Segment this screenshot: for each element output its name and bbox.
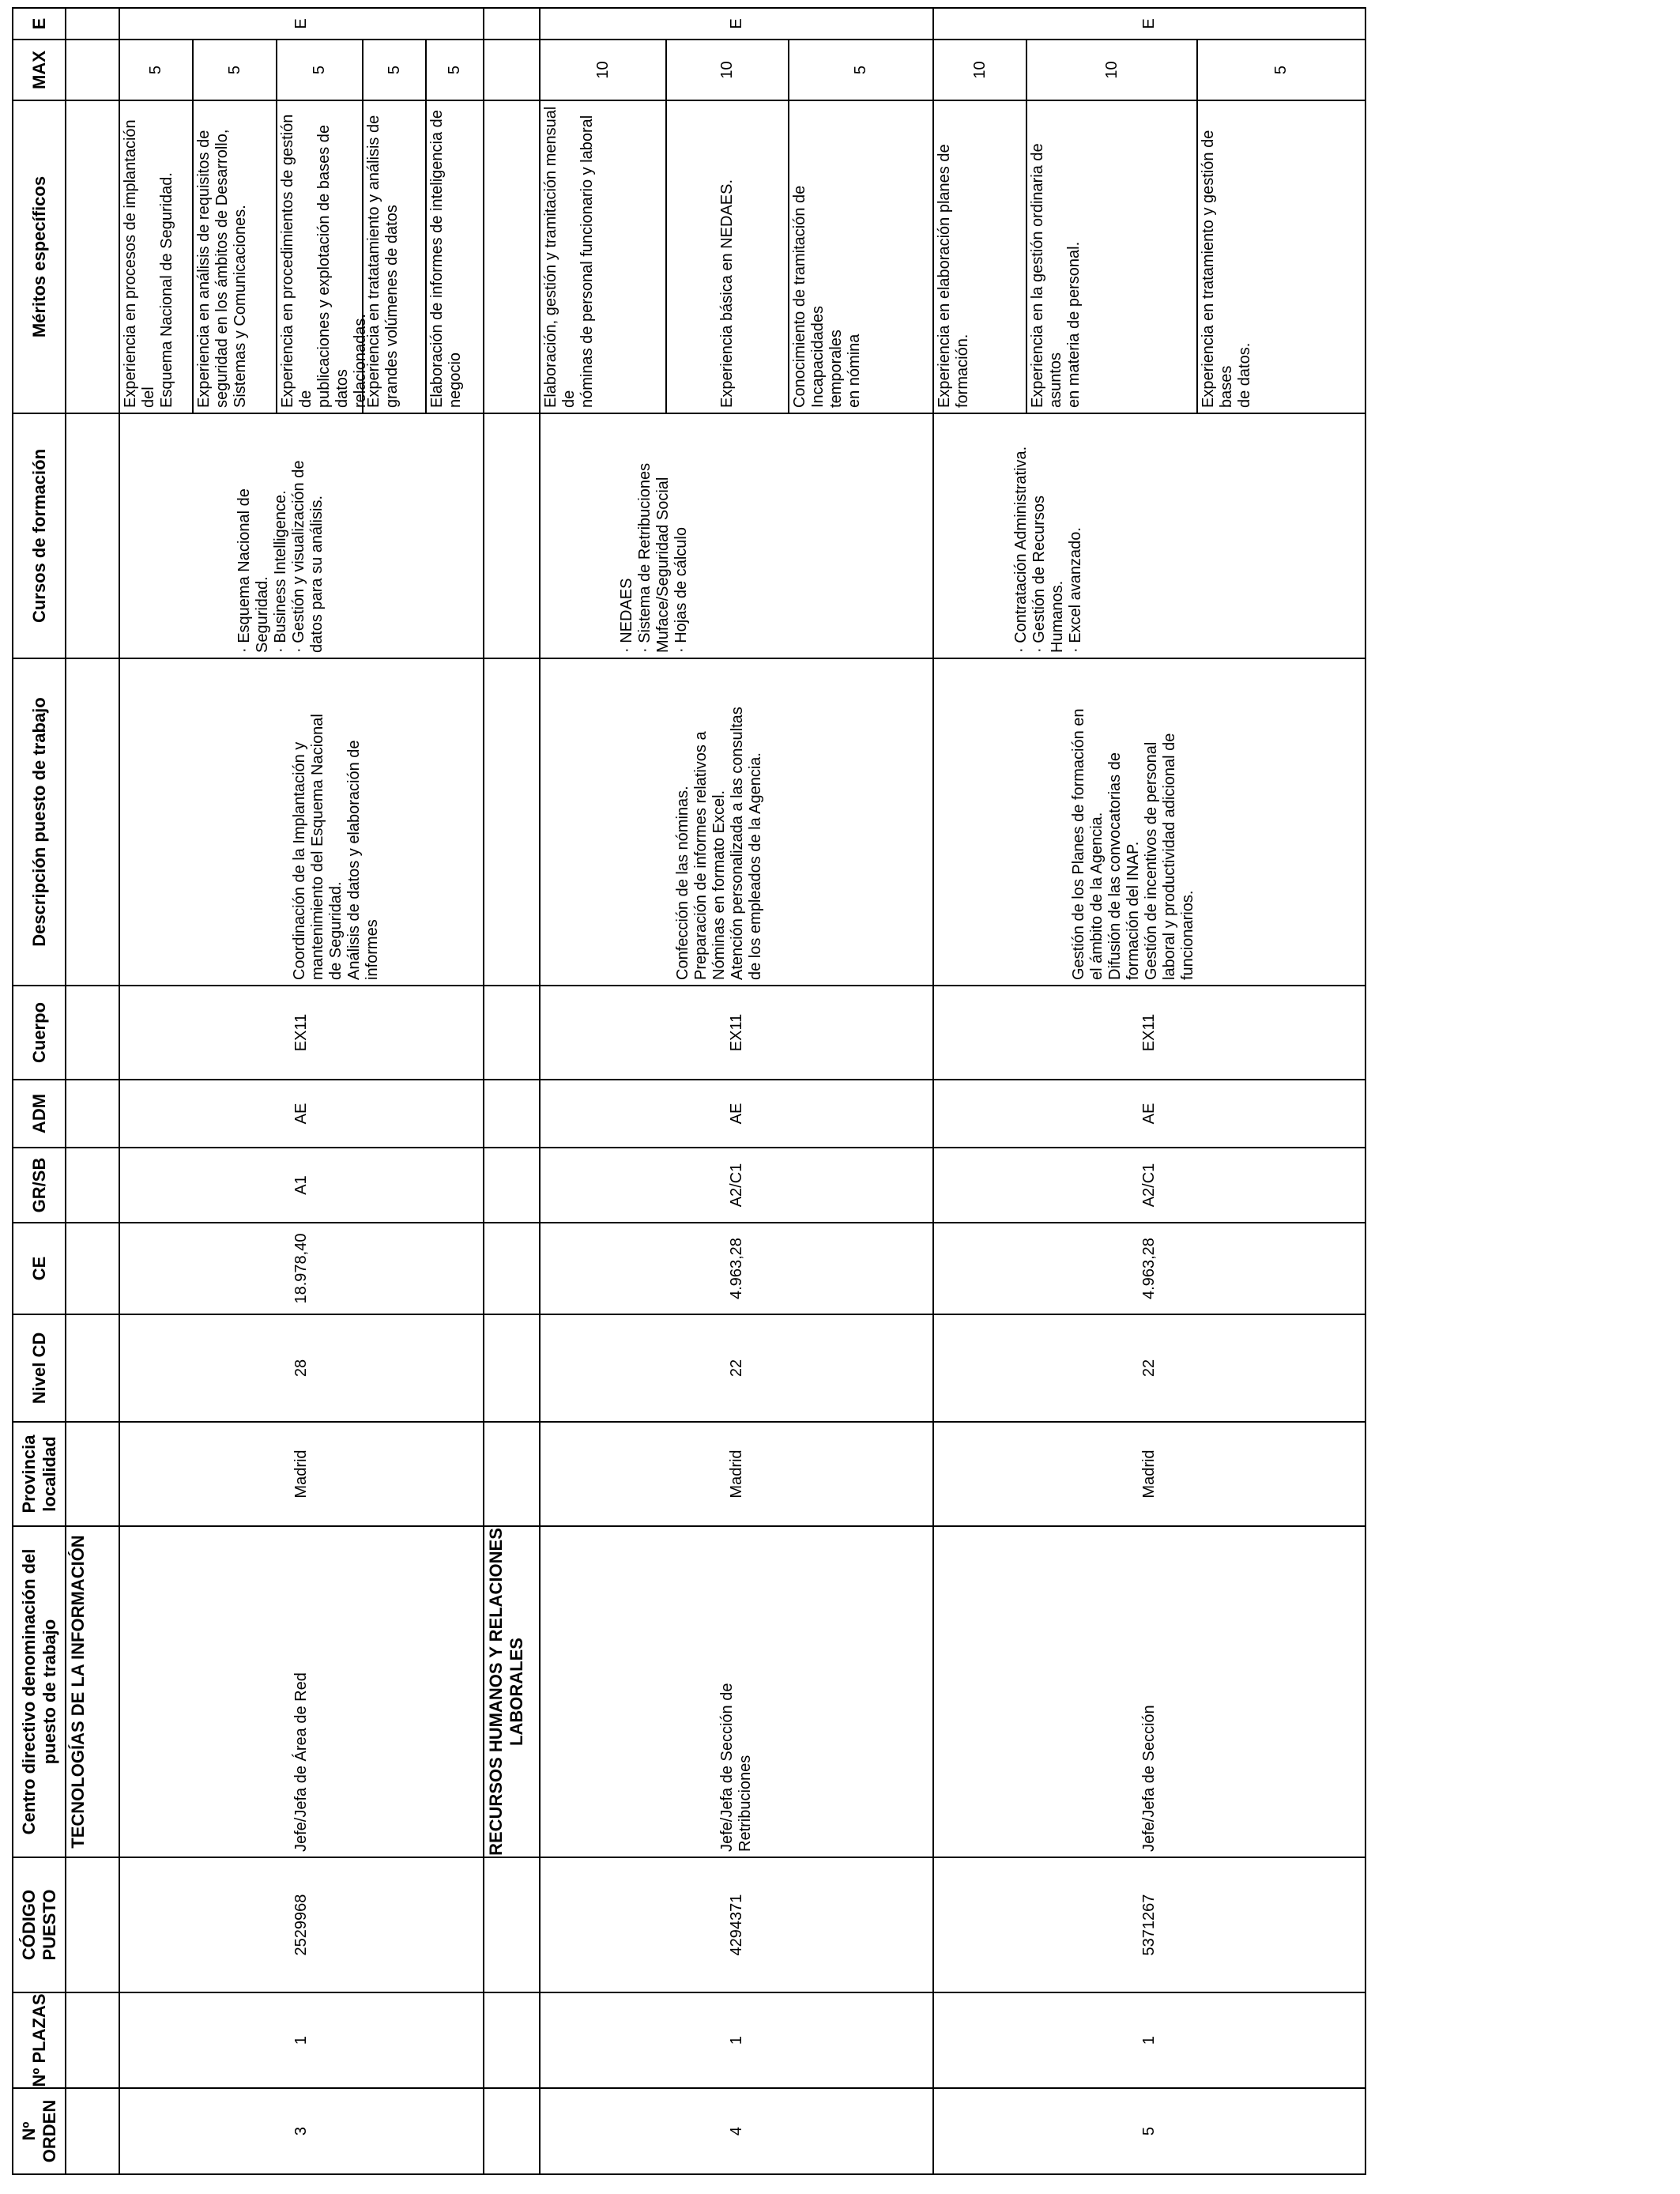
row-orden: 3 [119,2087,484,2175]
header-cuerpo: Cuerpo [12,985,66,1080]
merito-item: Experiencia en procedimientos de gestión de publicaciones y explotación de bases de datos relacionadas. [276,100,363,414]
row-codigo: 2529968 [119,1857,484,1993]
row-cursos: · Esquema Nacional de Seguridad. · Business Intelligence. · Gestión y visualización de datos para su análisis. [119,413,484,659]
row-nivel: 22 [539,1314,934,1423]
merito-max: 5 [119,39,194,101]
row-descripcion: Coordinación de la Implantación y mantenimiento del Esquema Nacional de Seguridad. Análisis de datos y elaboración de informes [119,658,484,986]
merito-item: Experiencia en elaboración planes de formación. [932,100,1027,414]
header-grsb: GR/SB [12,1147,66,1223]
section-title-tecnologias: TECNOLOGÍAS DE LA INFORMACIÓN [65,1525,120,1858]
blank-cell [65,985,120,1080]
row-adm: AE [932,1079,1366,1148]
header-provincia: Provincia localidad [12,1421,66,1527]
row-plazas: 1 [932,1992,1366,2089]
blank-cell [65,2087,120,2175]
blank-cell [65,1079,120,1148]
section-title-recursos-humanos: RECURSOS HUMANOS Y RELACIONES LABORALES [483,1525,541,1858]
blank-cell [65,39,120,101]
row-plazas: 1 [119,1992,484,2089]
blank-cell [483,1314,541,1423]
merito-item: Experiencia en la gestión ordinaria de asuntos en materia de personal. [1026,100,1198,414]
merito-item: Experiencia en análisis de requisitos de seguridad en los ámbitos de Desarrollo, Sistemas y Comunicaciones. [192,100,277,414]
merito-max: 5 [1196,39,1366,101]
row-codigo: 5371267 [932,1857,1366,1993]
merito-item: Elaboración de informes de inteligencia de negocio [425,100,484,414]
row-nivel: 28 [119,1314,484,1423]
blank-cell [65,100,120,414]
merito-max: 10 [665,39,789,101]
header-ce: CE [12,1222,66,1315]
row-cursos: · NEDAES · Sistema de Retribuciones Muface/Seguridad Social · Hojas de cálculo [539,413,934,659]
header-meritos: Méritos específicos [12,100,66,414]
blank-cell [65,1222,120,1315]
row-grsb: A1 [119,1147,484,1223]
merito-item: Experiencia en procesos de implantación del Esquema Nacional de Seguridad. [119,100,194,414]
blank-cell [483,985,541,1080]
row-codigo: 4294371 [539,1857,934,1993]
merito-max: 5 [362,39,427,101]
header-plazas: Nº PLAZAS [12,1992,66,2089]
row-puesto: Jefe/Jefa de Sección de Retribuciones [539,1525,934,1858]
blank-cell [65,1147,120,1223]
row-puesto: Jefe/Jefa de Sección [932,1525,1366,1858]
row-descripcion: Gestión de los Planes de formación en el ámbito de la Agencia. Difusión de las convocatorias de formación del INAP. Gestión de incentivos de personal laboral y productividad adicional de funcionarios. [932,658,1366,986]
merito-item: Experiencia básica en NEDAES. [665,100,789,414]
header-orden: Nº ORDEN [12,2087,66,2175]
blank-cell [65,413,120,659]
header-adm: ADM [12,1079,66,1148]
blank-cell [483,100,541,414]
merito-item: Experiencia en tratamiento y gestión de bases de datos. [1196,100,1366,414]
blank-cell [483,1857,541,1993]
row-grsb: A2/C1 [539,1147,934,1223]
blank-cell [483,2087,541,2175]
row-ce: 4.963,28 [539,1222,934,1315]
blank-cell [483,1992,541,2089]
blank-cell [483,413,541,659]
merito-max: 10 [539,39,667,101]
row-puesto: Jefe/Jefa de Área de Red [119,1525,484,1858]
blank-cell [65,658,120,986]
merito-item: Elaboración, gestión y tramitación mensual de nóminas de personal funcionario y laboral [539,100,667,414]
merito-max: 5 [276,39,363,101]
row-ce: 4.963,28 [932,1222,1366,1315]
blank-cell [65,1992,120,2089]
blank-cell [483,1079,541,1148]
blank-cell [483,658,541,986]
merito-max: 10 [932,39,1027,101]
merito-item: Experiencia en tratatamiento y análisis de grandes volúmenes de datos [362,100,427,414]
blank-cell [483,1222,541,1315]
blank-cell [65,1314,120,1423]
row-orden: 4 [539,2087,934,2175]
row-cuerpo: EX11 [932,985,1366,1080]
header-max: MAX [12,39,66,101]
row-provincia: Madrid [932,1421,1366,1527]
row-adm: AE [539,1079,934,1148]
row-descripcion: Confección de las nóminas. Preparación de informes relativos a Nóminas en formato Excel. Atención personalizada a las consultas de los empleados de la Agencia. [539,658,934,986]
row-plazas: 1 [539,1992,934,2089]
vacancy-table [12,7,1366,2175]
row-e: E [119,7,484,40]
row-ce: 18.978,40 [119,1222,484,1315]
blank-cell [65,1857,120,1993]
row-e: E [539,7,934,40]
row-adm: AE [119,1079,484,1148]
row-cuerpo: EX11 [119,985,484,1080]
merito-max: 10 [1026,39,1198,101]
header-e: E [12,7,66,40]
row-grsb: A2/C1 [932,1147,1366,1223]
blank-cell [65,7,120,40]
merito-max: 5 [425,39,484,101]
row-cuerpo: EX11 [539,985,934,1080]
blank-cell [483,7,541,40]
merito-max: 5 [788,39,934,101]
row-nivel: 22 [932,1314,1366,1423]
blank-cell [483,1147,541,1223]
row-provincia: Madrid [119,1421,484,1527]
header-nivel: Nivel CD [12,1314,66,1423]
merito-item: Conocimiento de tramitación de Incapacidades temporales en nómina [788,100,934,414]
row-cursos: · Contratación Administrativa. · Gestión de Recursos Humanos. · Excel avanzado. [932,413,1366,659]
row-e: E [932,7,1366,40]
row-orden: 5 [932,2087,1366,2175]
header-cursos: Cursos de formación [12,413,66,659]
row-provincia: Madrid [539,1421,934,1527]
merito-max: 5 [192,39,277,101]
blank-cell [483,1421,541,1527]
blank-cell [483,39,541,101]
blank-cell [65,1421,120,1527]
header-descripcion: Descripción puesto de trabajo [12,658,66,986]
header-centro: Centro directivo denominación del puesto de trabajo [12,1525,66,1858]
header-codigo: CÓDIGO PUESTO [12,1857,66,1993]
